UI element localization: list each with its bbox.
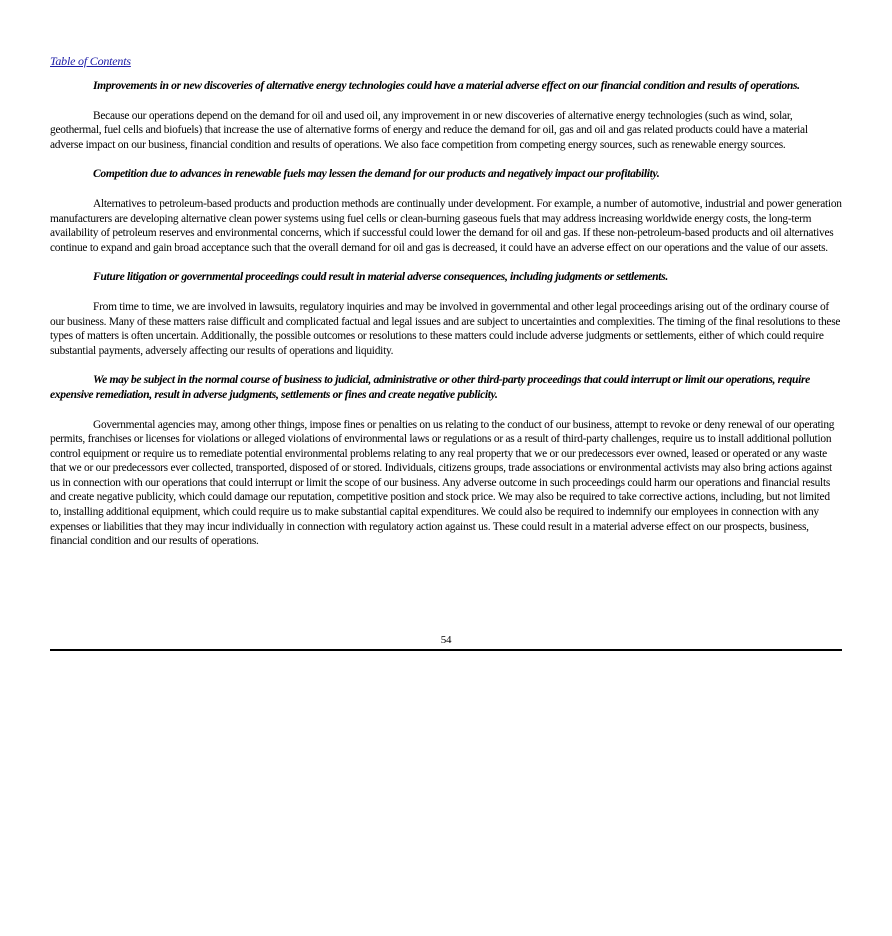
section-heading: Improvements in or new discoveries of alternative energy technologies could have a material adverse effect on our financial condition and results of operations. [93,79,800,92]
risk-factor-section [50,79,842,152]
risk-factor-section [50,167,842,255]
section-heading: Future litigation or governmental proceedings could result in material adverse consequences, including judgments or settlements. [93,270,668,284]
page-divider [50,649,842,651]
section-body: Because our operations depend on the demand for oil and used oil, any improvement in or new discoveries of alternative energy technologies (such as wind, solar, geothermal, fuel cells and biofuels) that increase the use of alternative forms of energy and reduce the demand for oil, gas and oil and gas related products could have a material adverse impact on our business, financial condition and results of operations. We also face competition from competing energy sources, such as renewable energy sources. [50,109,808,151]
section-body: From time to time, we are involved in lawsuits, regulatory inquiries and may be involved in governmental and other legal proceedings arising out of the ordinary course of our business. Many of these matters raise difficult and complicated factual and legal issues and are subject to uncertainties and complexities. The timing of the final resolutions to these types of matters is often uncertain. Additionally, the possible outcomes or resolutions to these matters could include adverse judgments or settlements, either of which could require substantial payments, adversely affecting our results of operations and liquidity. [50,300,841,357]
section-body: Alternatives to petroleum-based products and production methods are continually under development. For example, a number of automotive, industrial and power generation manufacturers are developing alternative clean power systems using fuel cells or clean-burning gaseous fuels that may address increasing worldwide energy costs, the long-term availability of petroleum reserves and environmental concerns, which if successful could lower the demand for oil and gas. If these non-petroleum-based products and oil alternatives continue to expand and gain broad acceptance such that the overall demand for oil and gas is decreased, it could have an adverse effect on our operations and the value of our assets. [50,197,842,254]
section-heading: We may be subject in the normal course of business to judicial, administrative or other third-party proceedings that could interrupt or limit our operations, require expensive remediation, result in adverse judgments, settlements or fines and create negative publicity. [50,373,810,401]
section-body: Governmental agencies may, among other things, impose fines or penalties on us relating to the conduct of our business, attempt to revoke or deny renewal of our operating permits, franchises or licenses for violations or alleged violations of environmental laws or regulations or as a result of third-party challenges, require us to install additional pollution control equipment or require us to remediate potential environmental problems relating to any real property that we or our predecessors ever owned, leased or operated or any waste that we or our predecessors ever collected, transported, disposed of or stored. Individuals, citizens groups, trade associations or environmental activists may also bring actions against us in connection with our operations that could interrupt or limit the scope of our business. Any adverse outcome in such proceedings could harm our operations and financial results and create negative publicity, which could damage our reputation, competitive position and stock price. We may also be required to take corrective actions, including, but not limited to, installing additional equipment, which could require us to make substantial capital expenditures. We could also be required to indemnify our employees in connection with any expenses or liabilities that they may incur individually in connection with regulatory action against us. These could result in a material adverse effect on our prospects, business, financial condition and our results of operations. [50,418,835,548]
document-page [50,52,842,564]
page-number: 54 [440,634,452,646]
risk-factor-section [50,373,842,549]
table-of-contents-link[interactable]: Table of Contents [50,54,131,68]
risk-factor-section [50,270,842,358]
section-heading: Competition due to advances in renewable fuels may lessen the demand for our products and negatively impact our profitability. [93,167,660,181]
